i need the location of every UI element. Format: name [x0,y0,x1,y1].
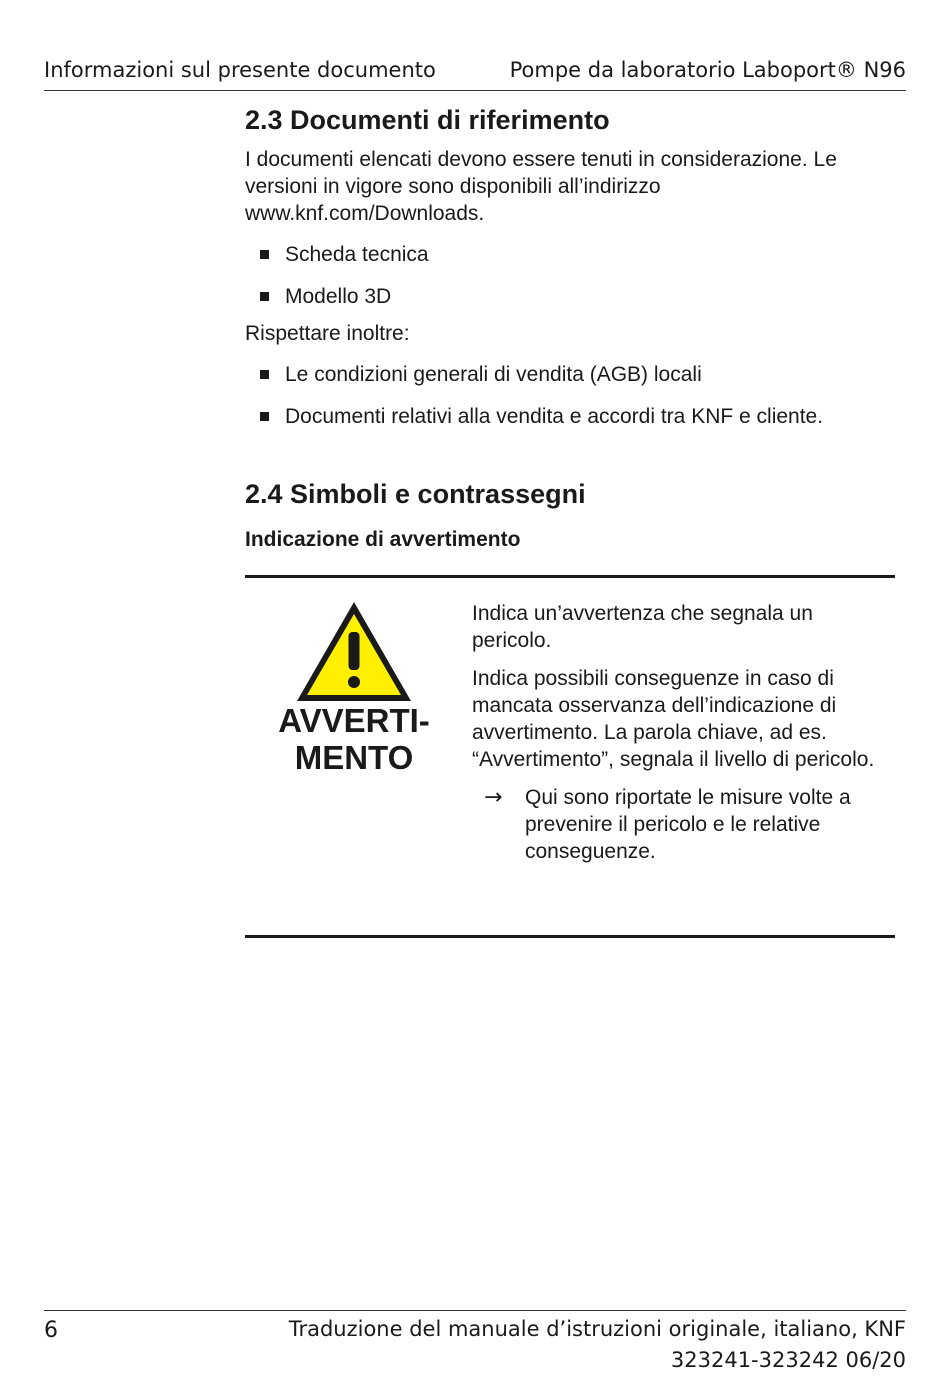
section-2-3-note: Rispettare inoltre: [245,322,410,345]
page-number: 6 [44,1318,58,1343]
square-bullet-icon [260,250,269,259]
section-2-3-intro: I documenti elencati devono essere tenuti in considerazione. Le versioni in vigore sono disponibili all’indirizzo www.knf.com/Downloads. [245,148,837,225]
square-bullet-icon [260,370,269,379]
warning-example-box [245,575,895,938]
list-item: Documenti relativi alla vendita e accordi tra KNF e cliente. [245,403,894,430]
warning-description [472,600,887,865]
list-item: Scheda tecnica [245,241,894,268]
section-2-3-heading: 2.3 Documenti di riferimento [245,105,610,135]
section-2-4-heading: 2.4 Simboli e contrassegni [245,479,586,509]
list-item: Modello 3D [245,283,894,310]
header-product-title: Pompe da laboratorio Laboport® N96 [509,58,906,82]
list-item: Le condizioni generali di vendita (AGB) locali [245,361,894,388]
warning-measure: → Qui sono riportate le misure volte a prevenire il pericolo e le relative conseguenze. [484,785,851,863]
warning-text-consequences: Indica possibili conseguenze in caso di mancata osservanza dell’indicazione di avvertimento. La parola chiave, ad es. “Avvertimento”, segnala il livello di pericolo. [472,667,875,771]
footer-text: Traduzione del manuale d’istruzioni originale, italiano, KNF 323241-323242 06/20 [288,1317,906,1372]
warning-text-hazard: Indica un’avvertenza che segnala un pericolo. [472,602,813,652]
signal-word: AVVERTI- MENTO [278,702,430,776]
reference-documents-list [245,241,894,310]
footer-divider [44,1310,906,1311]
warning-triangle-icon [293,598,415,706]
arrow-right-icon: → [484,785,503,810]
main-content [245,100,894,554]
header-section-title: Informazioni sul presente documento [44,58,436,82]
square-bullet-icon [260,412,269,421]
additional-documents-list [245,361,894,430]
header-divider [44,90,906,91]
section-2-4-subheading: Indicazione di avvertimento [245,528,521,551]
square-bullet-icon [260,292,269,301]
